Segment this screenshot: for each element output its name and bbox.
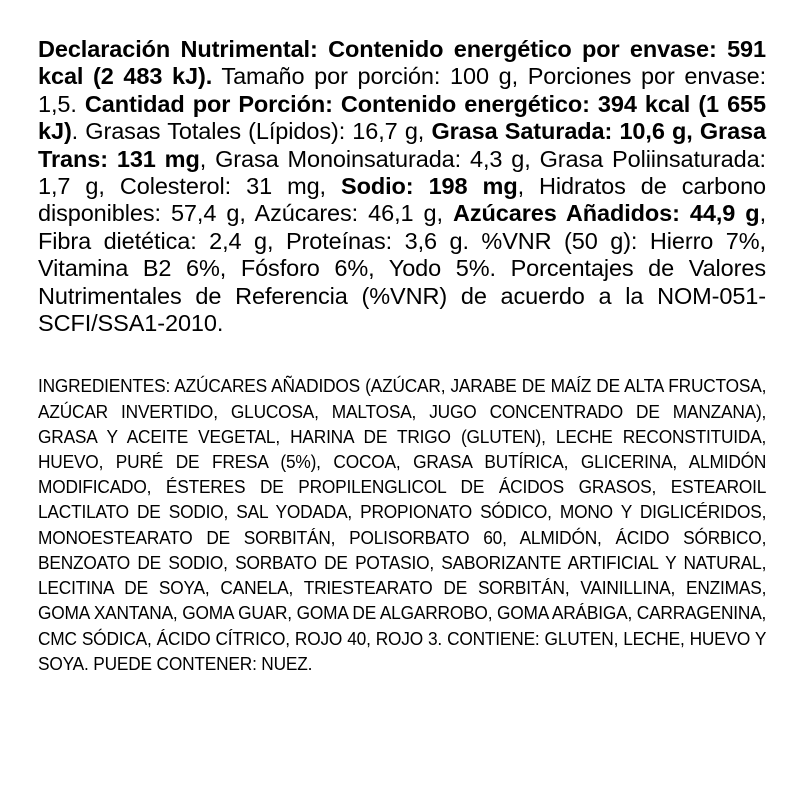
- nutrition-segment-2: Cantidad por Porción: Contenido energético: 394 kcal (1 655 kJ): [38, 90, 766, 145]
- nutrition-segment-9: , Fibra dietética: 2,4 g, Proteínas: 3,6 g. %VNR (50 g): Hierro 7%, Vitamina B2 6%, Fósforo 6%, Yodo 5%. Porcentajes de Valores Nutrimentales de Referencia (%VNR) de acuerdo a la NOM-051-SCFI/SSA1-2010.: [38, 200, 766, 337]
- nutrition-segment-5: , Grasa Monoinsaturada: 4,3 g, Grasa Poliinsaturada: 1,7 g, Colesterol: 31 mg,: [38, 145, 766, 200]
- nutrition-segment-0: Declaración Nutrimental: Contenido energético por envase: 591 kcal (2 483 kJ).: [38, 36, 766, 90]
- nutrition-segment-4: Grasa Saturada: 10,6 g, Grasa Trans: 131 mg: [38, 118, 766, 172]
- product-label: [38, 36, 766, 676]
- nutrition-segment-7: , Hidratos de carbono disponibles: 57,4 g, Azúcares: 46,1 g,: [38, 173, 767, 227]
- ingredients-list: INGREDIENTES: AZÚCARES AÑADIDOS (AZÚCAR, JARABE DE MAÍZ DE ALTA FRUCTOSA, AZÚCAR INVERTIDO, GLUCOSA, MALTOSA, JUGO CONCENTRADO DE MANZANA), GRASA Y ACEITE VEGETAL, HARINA DE TRIGO (GLUTEN), LECHE RECONSTITUIDA, HUEVO, PURÉ DE FRESA (5%), COCOA, GRASA BUTÍRICA, GLICERINA, ALMIDÓN MODIFICADO, ÉSTERES DE PROPILENGLICOL DE ÁCIDOS GRASOS, ESTEAROIL LACTILATO DE SODIO, SAL YODADA, PROPIONATO SÓDICO, MONO Y DIGLICÉRIDOS, MONOESTEARATO DE SORBITÁN, POLISORBATO 60, ALMIDÓN, ÁCIDO SÓRBICO, BENZOATO DE SODIO, SORBATO DE POTASIO, SABORIZANTE ARTIFICIAL Y NATURAL, LECITINA DE SOYA, CANELA, TRIESTEARATO DE SORBITÁN, VAINILLINA, ENZIMAS, GOMA XANTANA, GOMA GUAR, GOMA DE ALGARROBO, GOMA ARÁBIGA, CARRAGENINA, CMC SÓDICA, ÁCIDO CÍTRICO, ROJO 40, ROJO 3. CONTIENE: GLUTEN, LECHE, HUEVO Y SOYA. PUEDE CONTENER: NUEZ.: [38, 375, 767, 674]
- nutrition-segment-6: Sodio: 198 mg: [341, 173, 518, 200]
- nutrition-segment-1: Tamaño por porción: 100 g, Porciones por envase: 1,5.: [38, 63, 766, 117]
- nutrition-declaration: [38, 36, 766, 337]
- nutrition-segment-3: . Grasas Totales (Lípidos): 16,7 g,: [71, 118, 432, 145]
- nutrition-segment-8: Azúcares Añadidos: 44,9 g: [453, 200, 760, 227]
